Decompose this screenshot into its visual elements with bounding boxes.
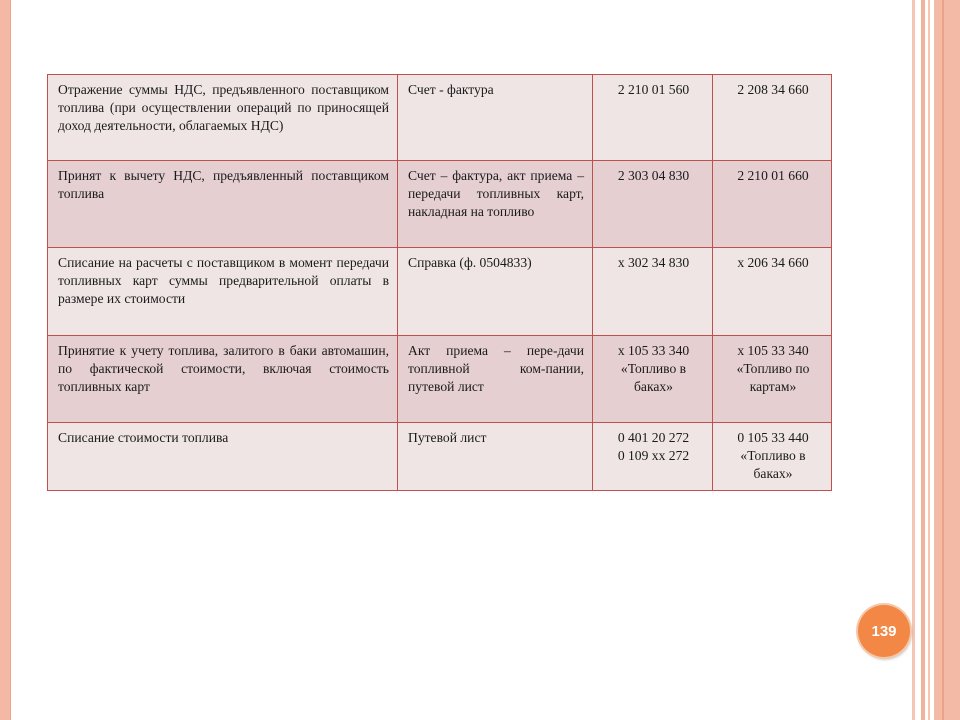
debit-line: 2 210 01 560	[617, 82, 690, 97]
credit-account	[713, 423, 832, 491]
left-decorative-bar	[0, 0, 11, 720]
source-document: Счет - фактура	[398, 75, 593, 161]
credit-line: х 206 34 660	[737, 255, 809, 270]
debit-line: 0 109 хх 272	[617, 448, 690, 463]
table-row	[48, 161, 832, 248]
debit-line: х 105 33 340	[617, 343, 690, 358]
right-decorative-bars	[912, 0, 960, 720]
credit-account	[713, 75, 832, 161]
table-row	[48, 248, 832, 336]
page-number: 139	[871, 622, 897, 640]
operation-description: Принятие к учету топлива, залитого в баки автомашин, по фактической стоимости, включая стоимость топливных карт	[48, 336, 398, 423]
operation-description: Списание на расчеты с поставщиком в момент передачи топливных карт суммы предварительной оплаты в размере их стоимости	[48, 248, 398, 336]
debit-account	[593, 423, 713, 491]
debit-line: «Топливо в баках»	[620, 361, 687, 394]
credit-line: х 105 33 340	[737, 343, 809, 358]
page-number-badge	[858, 605, 910, 657]
credit-line: 0 105 33 440	[737, 430, 809, 445]
credit-account	[713, 336, 832, 423]
accounting-entries-table	[47, 74, 832, 491]
debit-account	[593, 161, 713, 248]
debit-account	[593, 75, 713, 161]
credit-line: «Топливо по картам»	[736, 361, 810, 394]
operation-description: Отражение суммы НДС, предъявленного поставщиком топлива (при осуществлении операций по приносящей доход деятельности, облагаемых НДС)	[48, 75, 398, 161]
table-row	[48, 336, 832, 423]
credit-line: 2 208 34 660	[737, 82, 809, 97]
debit-account	[593, 248, 713, 336]
source-document: Путевой лист	[398, 423, 593, 491]
source-document: Счет – фактура, акт приема – передачи топливных карт, накладная на топливо	[398, 161, 593, 248]
credit-account	[713, 161, 832, 248]
debit-account	[593, 336, 713, 423]
table-row	[48, 75, 832, 161]
debit-line: 0 401 20 272	[617, 430, 690, 445]
credit-line: «Топливо в баках»	[740, 448, 806, 481]
debit-line: 2 303 04 830	[617, 168, 690, 183]
debit-line: х 302 34 830	[617, 255, 690, 270]
operation-description: Принят к вычету НДС, предъявленный поставщиком топлива	[48, 161, 398, 248]
source-document: Акт приема – пере-дачи топливной ком-пании, путевой лист	[398, 336, 593, 423]
credit-line: 2 210 01 660	[737, 168, 809, 183]
operation-description: Списание стоимости топлива	[48, 423, 398, 491]
credit-account	[713, 248, 832, 336]
source-document: Справка (ф. 0504833)	[398, 248, 593, 336]
accounting-entries-table-wrapper	[47, 74, 831, 491]
table-row	[48, 423, 832, 491]
